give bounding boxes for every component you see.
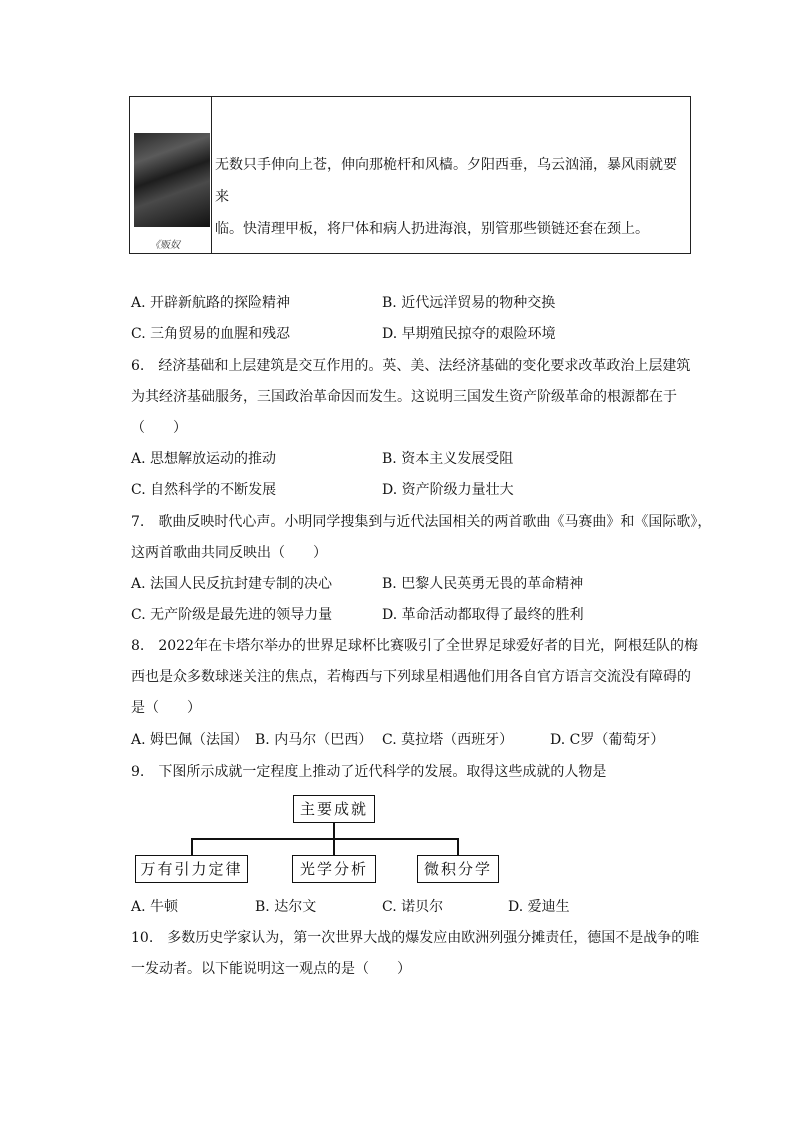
- q6-option-a[interactable]: A. 思想解放运动的推动: [131, 451, 277, 467]
- diagram-connector-left: [191, 838, 193, 855]
- q5-option-d[interactable]: D. 早期殖民掠夺的艰险环境: [382, 326, 556, 342]
- q6-option-b[interactable]: B. 资本主义发展受阻: [382, 451, 514, 467]
- q7-stem-line-2: 这两首歌曲共同反映出（ ）: [131, 545, 327, 561]
- q8-option-c[interactable]: C. 莫拉塔（西班牙）: [382, 732, 514, 748]
- q8-answer-blank: 是（ ）: [131, 700, 201, 716]
- q8-stem-line-1: 8. 2022年在卡塔尔举办的世界足球杯比赛吸引了全世界足球爱好者的目光，阿根廷队的梅: [131, 638, 698, 654]
- q7-option-d[interactable]: D. 革命活动都取得了最终的胜利: [382, 607, 584, 623]
- q9-option-a[interactable]: A. 牛顿: [131, 899, 179, 915]
- table-divider: [211, 97, 212, 253]
- q8-stem-line-2: 西也是众多数球迷关注的焦点，若梅西与下列球星相遇他们用各自官方语言交流没有障碍的: [131, 669, 691, 685]
- q10-stem-line-1: 10. 多数历史学家认为，第一次世界大战的爆发应由欧洲列强分摊责任，德国不是战争的唯: [131, 930, 700, 946]
- diagram-root-box: 主要成就: [293, 795, 375, 823]
- q5-option-c[interactable]: C. 三角贸易的血腥和残忍: [131, 326, 291, 342]
- q6-stem-line-1: 6. 经济基础和上层建筑是交互作用的。英、美、法经济基础的变化要求改革政治上层建筑: [131, 358, 691, 374]
- q6-stem-line-2: 为其经济基础服务，三国政治革命因而发生。这说明三国发生资产阶级革命的根源都在于: [131, 389, 677, 405]
- q9-stem: 9. 下图所示成就一定程度上推动了近代科学的发展。取得这些成就的人物是: [131, 764, 607, 780]
- q6-answer-blank: （ ）: [131, 420, 187, 436]
- q5-quote: [215, 149, 685, 245]
- q5-option-b[interactable]: B. 近代远洋贸易的物种交换: [382, 295, 556, 311]
- q10-stem-line-2: 一发动者。以下能说明这一观点的是（ ）: [131, 961, 411, 977]
- q9-option-d[interactable]: D. 爱迪生: [508, 899, 570, 915]
- q5-quote-line-1: 无数只手伸向上苍，伸向那桅杆和风樯。夕阳西垂，乌云汹涌，暴风雨就要来: [215, 157, 677, 205]
- painting-caption: 《贩奴: [150, 240, 180, 251]
- q8-option-b[interactable]: B. 内马尔（巴西）: [255, 732, 373, 748]
- q6-option-d[interactable]: D. 资产阶级力量壮大: [382, 482, 514, 498]
- diagram-child-box: 微积分学: [417, 855, 499, 883]
- q5-material-table: [129, 96, 691, 254]
- diagram-connector-horizontal: [191, 838, 458, 840]
- q8-option-a[interactable]: A. 姆巴佩（法国）: [131, 732, 249, 748]
- slave-ship-painting: [134, 133, 210, 227]
- diagram-child-box: 光学分析: [292, 855, 376, 883]
- q5-option-a[interactable]: A. 开辟新航路的探险精神: [131, 295, 291, 311]
- diagram-connector-right: [457, 838, 459, 855]
- q8-option-d[interactable]: D. C罗（葡萄牙）: [550, 732, 665, 748]
- q7-stem-line-1: 7. 歌曲反映时代心声。小明同学搜集到与近代法国相关的两首歌曲《马赛曲》和《国际歌》，: [131, 514, 712, 530]
- q5-quote-line-2: 临。快清理甲板，将尸体和病人扔进海浪，别管那些锁链还套在颈上。: [215, 221, 649, 237]
- q7-option-c[interactable]: C. 无产阶级是最先进的领导力量: [131, 607, 333, 623]
- q7-option-a[interactable]: A. 法国人民反抗封建专制的决心: [131, 576, 333, 592]
- q9-option-c[interactable]: C. 诺贝尔: [382, 899, 444, 915]
- q9-option-b[interactable]: B. 达尔文: [255, 899, 317, 915]
- diagram-connector-middle: [333, 838, 335, 855]
- diagram-child-box: 万有引力定律: [135, 855, 248, 883]
- q7-option-b[interactable]: B. 巴黎人民英勇无畏的革命精神: [382, 576, 584, 592]
- q6-option-c[interactable]: C. 自然科学的不断发展: [131, 482, 277, 498]
- diagram-connector-vertical: [333, 823, 335, 838]
